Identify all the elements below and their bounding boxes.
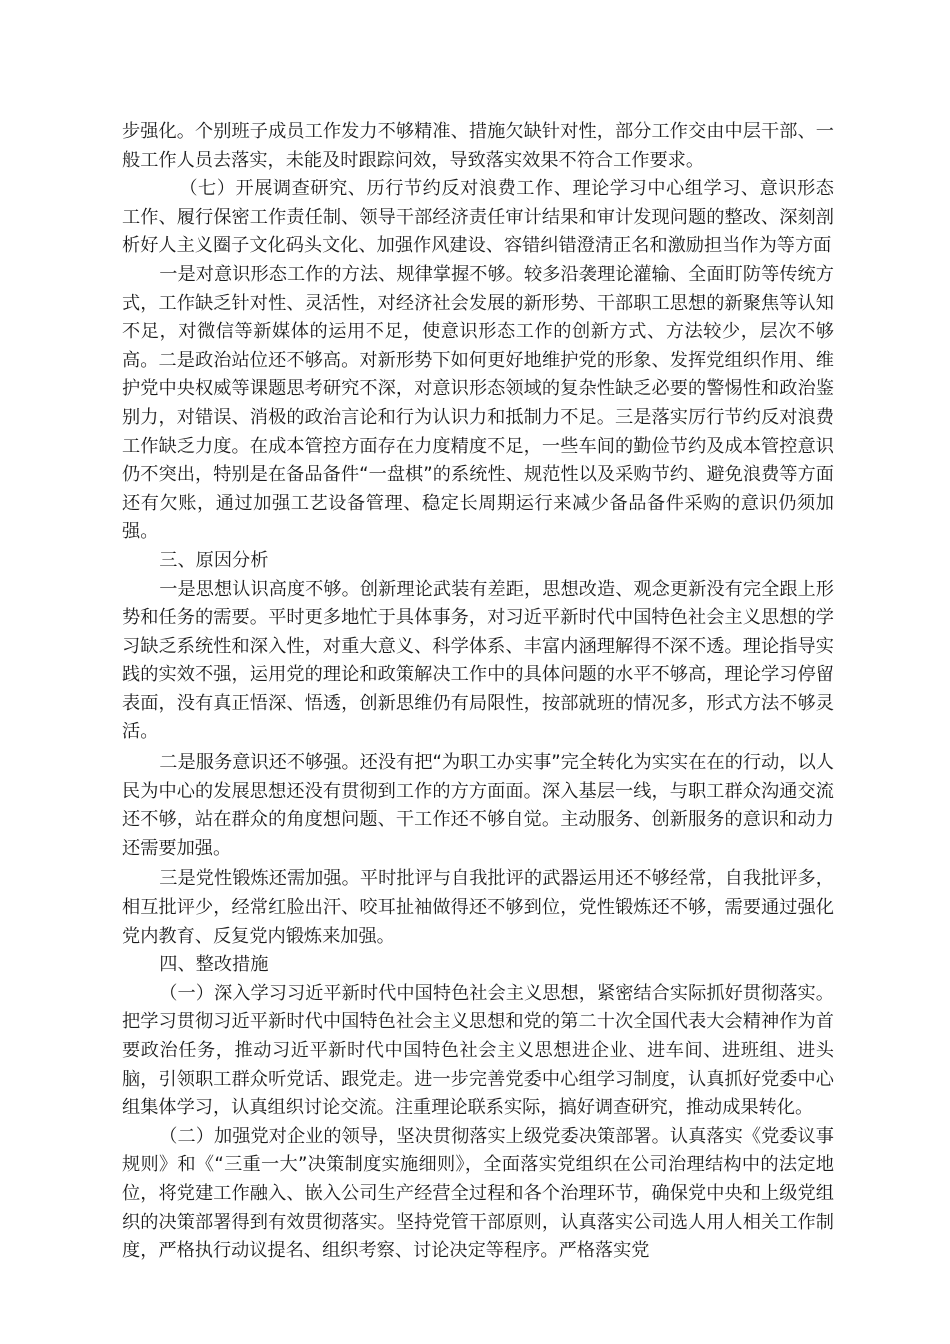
document-body xyxy=(122,118,834,1266)
section-heading-cause-analysis: 三、原因分析 xyxy=(159,549,269,571)
section-heading-rectification: 四、整改措施 xyxy=(159,954,269,976)
paragraph-ideology-work: 一是对意识形态工作的方法、规律掌握不够。较多沿袭理论灌输、全面盯防等传统方式，工作缺乏针对性、灵活性，对经济社会发展的新形势、干部职工思想的新聚焦等认知不足，对微信等新媒体的运用不足，使意识形态工作的创新方式、方法较少，层次不够高。二是政治站位还不够高。对新形势下如何更好地维护党的形象、发挥党组织作用、维护党中央权威等课题思考研究不深，对意识形态领域的复杂性缺乏必要的警惕性和政治鉴别力，对错误、消极的政治言论和行为认识力和抵制力不足。三是落实厉行节约反对浪费工作缺乏力度。在成本管控方面存在力度精度不足，一些车间的勤俭节约及成本管控意识仍不突出，特别是在备品备件“一盘棋”的系统性、规范性以及采购节约、避免浪费等方面还有欠账，通过加强工艺设备管理、稳定长周期运行来减少备品备件采购的意识仍须加强。 xyxy=(122,263,834,543)
section-heading-seven: （七）开展调查研究、历行节约反对浪费工作、理论学习中心组学习、意识形态工作、履行保密工作责任制、领导干部经济责任审计结果和审计发现问题的整改、深刻剖析好人主义圈子文化码头文化、加强作风建设、容错纠错澄清正名和激励担当作为等方面 xyxy=(122,178,834,257)
paragraph-measure-two: （二）加强党对企业的领导，坚决贯彻落实上级党委决策部署。认真落实《党委议事规则》和《“三重一大”决策制度实施细则》，全面落实党组织在公司治理结构中的法定地位，将党建工作融入、嵌入公司生产经营全过程和各个治理环节，确保党中央和上级党组织的决策部署得到有效贯彻落实。坚持党管干部原则，认真落实公司选人用人相关工作制度，严格执行动议提名、组织考察、讨论决定等程序。严格落实党 xyxy=(122,1125,834,1262)
paragraph-cause-three: 三是党性锻炼还需加强。平时批评与自我批评的武器运用还不够经常，自我批评多，相互批评少，经常红脸出汗、咬耳扯袖做得还不够到位，党性锻炼还不够，需要通过强化党内教育、反复党内锻炼来加强。 xyxy=(122,868,834,947)
paragraph-continuation: 步强化。个别班子成员工作发力不够精准、措施欠缺针对性，部分工作交由中层干部、一般工作人员去落实，未能及时跟踪问效，导致落实效果不符合工作要求。 xyxy=(122,121,834,171)
paragraph-cause-two: 二是服务意识还不够强。还没有把“为职工办实事”完全转化为实实在在的行动，以人民为中心的发展思想还没有贯彻到工作的方方面面。深入基层一线，与职工群众沟通交流还不够，站在群众的角度想问题、干工作还不够自觉。主动服务、创新服务的意识和动力还需要加强。 xyxy=(122,752,834,859)
paragraph-cause-one: 一是思想认识高度不够。创新理论武装有差距，思想改造、观念更新没有完全跟上形势和任务的需要。平时更多地忙于具体事务，对习近平新时代中国特色社会主义思想的学习缺乏系统性和深入性，对重大意义、科学体系、丰富内涵理解得不深不透。理论指导实践的实效不强，运用党的理论和政策解决工作中的具体问题的水平不够高，理论学习停留表面，没有真正悟深、悟透，创新思维仍有局限性，按部就班的情况多，形式方法不够灵活。 xyxy=(122,578,834,743)
paragraph-measure-one: （一）深入学习习近平新时代中国特色社会主义思想，紧密结合实际抓好贯彻落实。把学习贯彻习近平新时代中国特色社会主义思想和党的第二十次全国代表大会精神作为首要政治任务，推动习近平新时代中国特色社会主义思想进企业、进车间、进班组、进头脑，引领职工群众听党话、跟党走。进一步完善党委中心组学习制度，认真抓好党委中心组集体学习，认真组织讨论交流。注重理论联系实际，搞好调查研究，推动成果转化。 xyxy=(122,982,834,1119)
